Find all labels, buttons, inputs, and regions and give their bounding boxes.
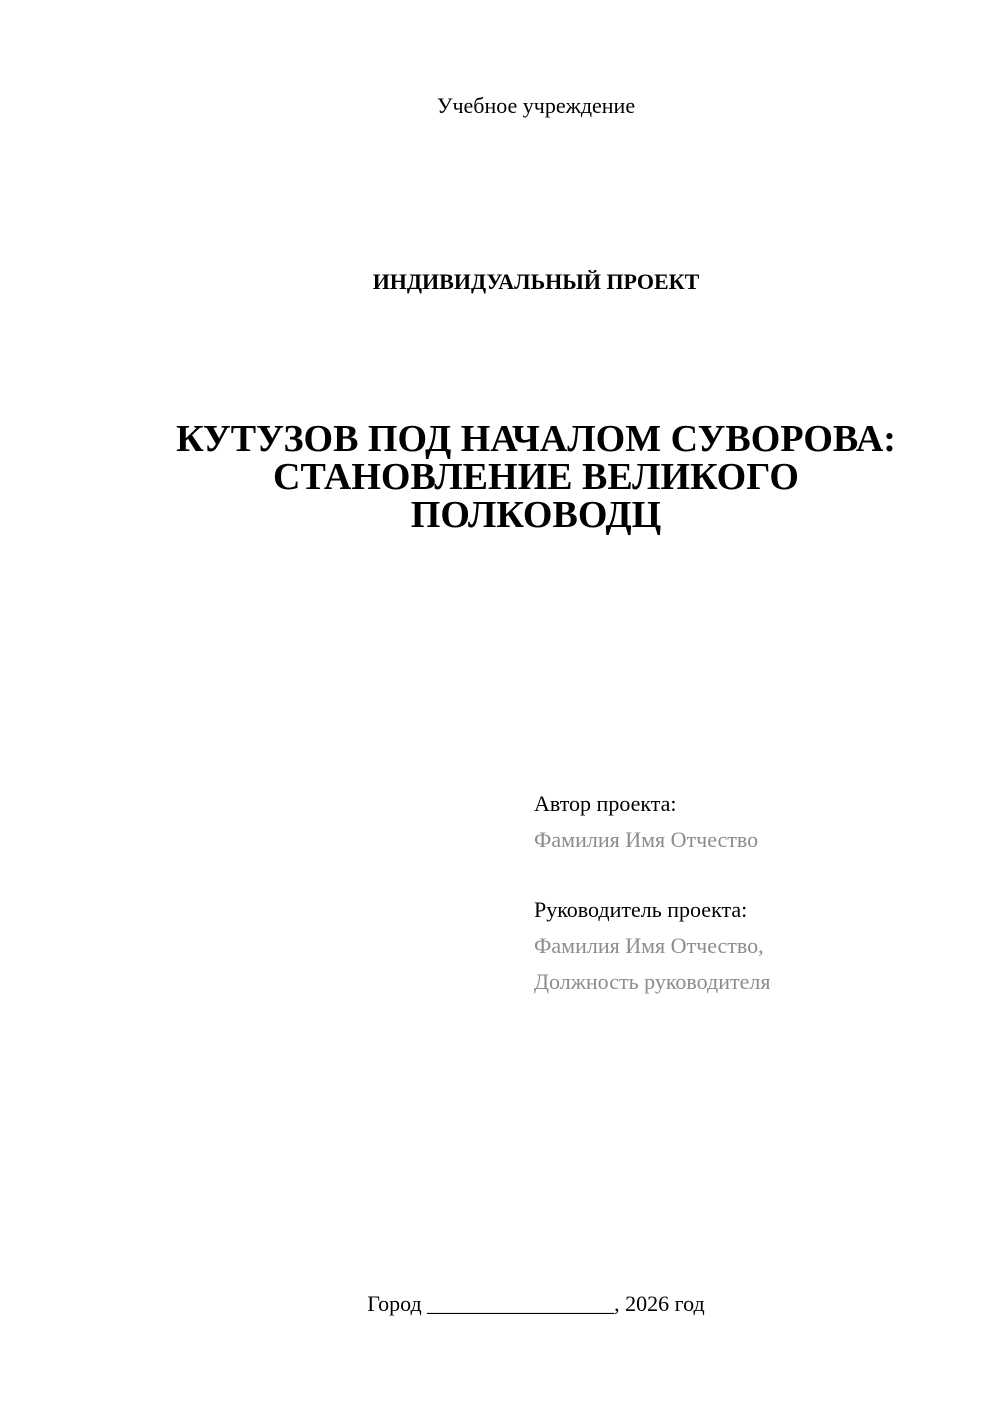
project-title (100, 420, 972, 534)
supervisor-name: Фамилия Имя Отчество, (534, 933, 764, 958)
document-type: ИНДИВИДУАЛЬНЫЙ ПРОЕКТ (372, 269, 700, 294)
project-title-line: ПОЛКОВОДЦ (410, 494, 662, 536)
city-label: Город (367, 1291, 422, 1316)
year-text: , 2026 год (614, 1291, 705, 1316)
author-label: Автор проекта: (534, 791, 677, 816)
city-blank: _________________ (427, 1291, 615, 1316)
supervisor-label: Руководитель проекта: (534, 897, 748, 922)
author-name: Фамилия Имя Отчество (534, 827, 759, 852)
supervisor-position: Должность руководителя (534, 969, 771, 994)
supervisor-block (534, 892, 974, 1000)
project-title-line: КУТУЗОВ ПОД НАЧАЛОМ СУВОРОВА: (176, 418, 896, 460)
project-title-line: СТАНОВЛЕНИЕ ВЕЛИКОГО (273, 456, 799, 498)
city-year-line (0, 1290, 1000, 1318)
institution-name: Учебное учреждение (436, 93, 636, 118)
author-block (534, 786, 974, 858)
